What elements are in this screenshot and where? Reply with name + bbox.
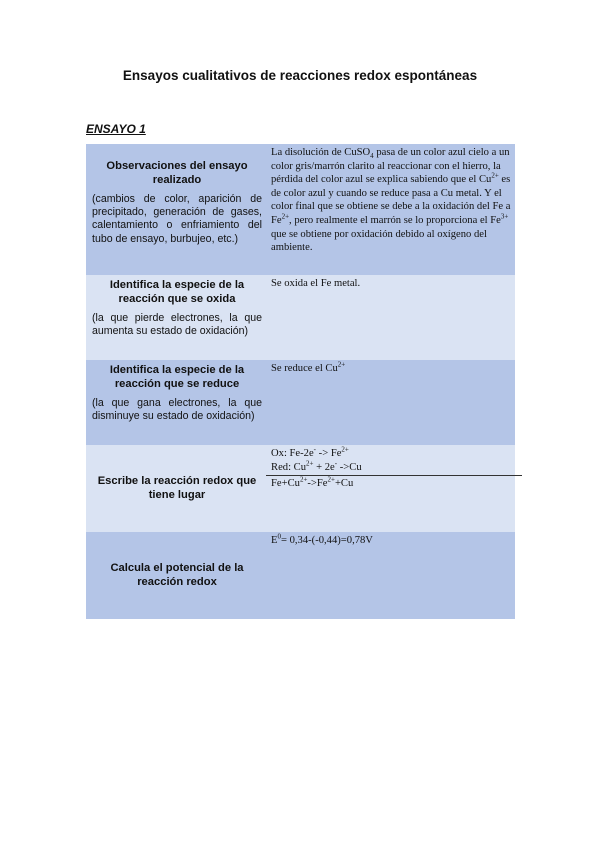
question-heading: Observaciones del ensayo realizado [106,160,248,186]
page-title: Ensayos cualitativos de reacciones redox espontáneas [122,68,478,83]
answer-cell [266,532,515,619]
overall-reaction: $Fe+Cu^{2+}->Fe^{2+}+Cu$ [271,475,354,490]
table-row [86,360,515,445]
question-cell [86,532,266,619]
question-cell [86,144,266,275]
question-heading: Escribe la reacción redox que tiene lugar [97,475,257,501]
answer-cell [266,144,515,275]
answer-cell [266,445,515,532]
potential-calculation: $E^0= 0,34-(-0,44)=0,78V$ [271,532,373,546]
question-heading: Identifica la especie de la reacción que se reduce [109,364,245,390]
question-cell [86,360,266,445]
table-row [86,532,515,619]
question-hint: (cambios de color, aparición de precipitado, generación de gases, calentamiento o enfriamiento del tubo de ensayo, burbujeo, etc.) [92,193,262,245]
table-row [86,144,515,275]
question-hint: (la que gana electrones, la que disminuye su estado de oxidación) [92,397,262,423]
question-cell [86,275,266,360]
question-heading: Identifica la especie de la reacción que se oxida [109,279,245,305]
question-heading: Calcula el potencial de la reacción redox [110,562,244,588]
table-row [86,445,515,532]
answer-text: Se reduce el $Cu^{2+}$ [271,360,346,374]
table-row [86,275,515,360]
oxidation-half-reaction: Ox: $Fe-2e^- -> Fe^{2+}$ [271,445,349,459]
answer-text: Se oxida el Fe metal. [271,278,361,289]
answer-cell [266,360,515,445]
answer-cell [266,275,515,360]
answer-text: La disolución de CuSO$_4$ pasa de un color azul cielo a un color gris/marrón clarito al reaccionar con el hierro, la pérdida del color azul se explica sabiendo que el $Cu^{2+}$ es de color azul y cuando se reduce pasa a Cu metal. Y el color final que se obtiene se debe a la oxidación del Fe a $Fe^{2+}$, pero realmente el marrón se lo proporciona el $Fe^{3+}$ que se obtiene por oxidación debido al oxígeno del ambiente. [271,147,511,254]
question-hint: (la que pierde electrones, la que aumenta su estado de oxidación) [92,312,262,338]
reduction-half-reaction: Red: $Cu^{2+} + 2e^-$ ->Cu [271,459,362,473]
question-cell [86,445,266,532]
ensayo-table [86,144,515,619]
section-label: ENSAYO 1 [86,122,146,136]
